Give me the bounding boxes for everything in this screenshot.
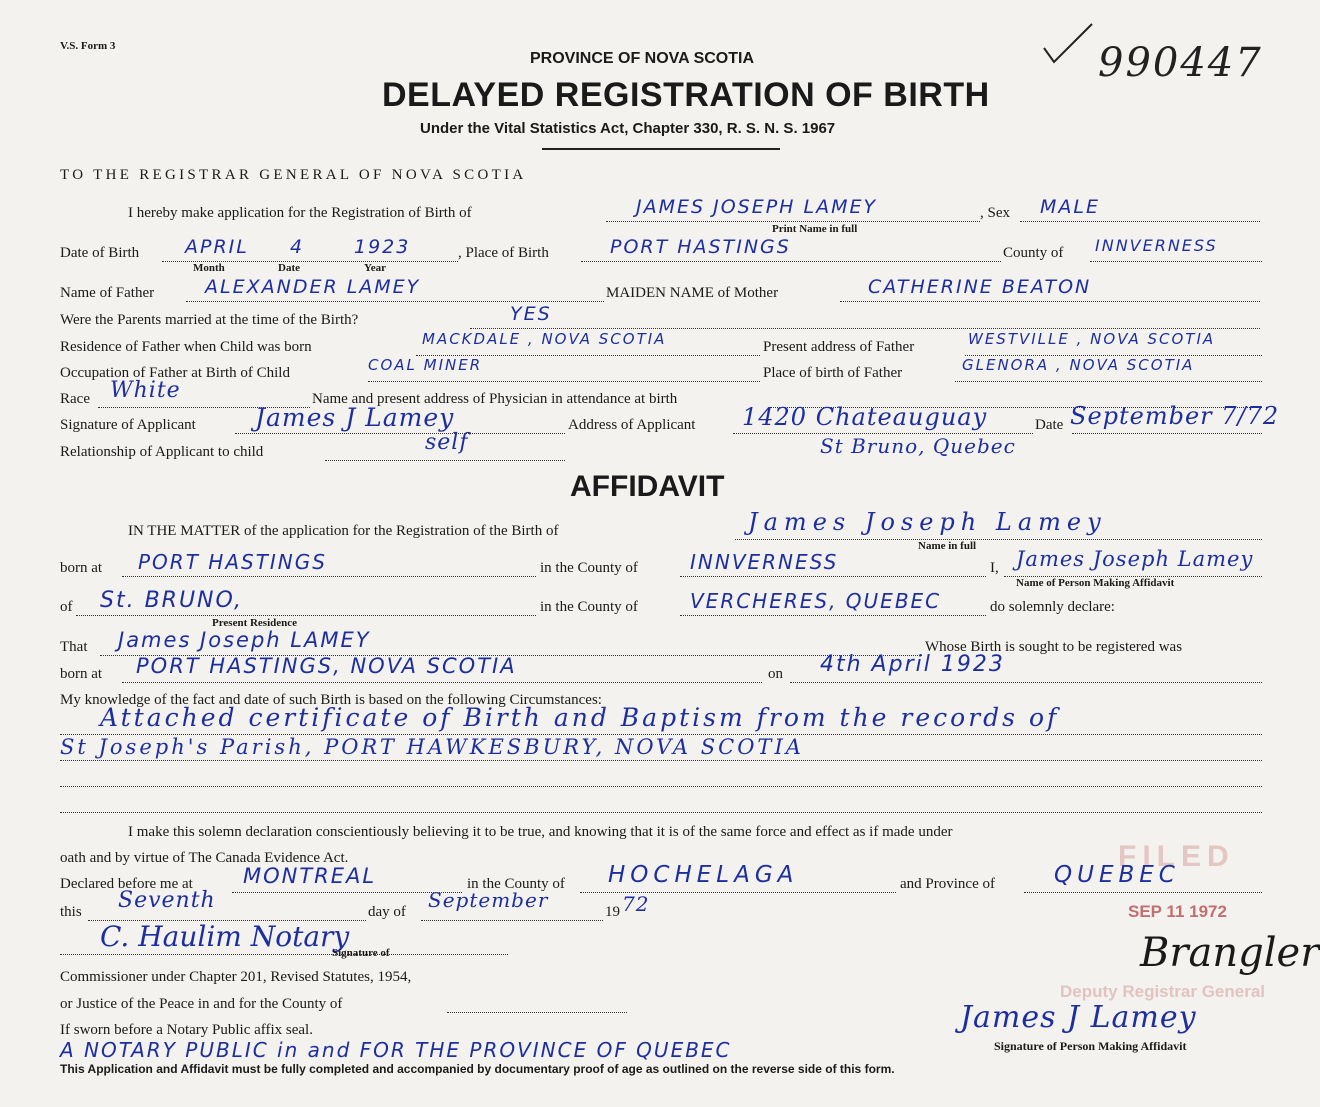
- born-at-value: PORT HASTINGS: [138, 550, 327, 574]
- date-hint: Date: [278, 262, 300, 274]
- month-hint: Month: [193, 262, 225, 274]
- on-date: 4th April 1923: [820, 652, 1005, 677]
- affiant-hint: Name of Person Making Affidavit: [1016, 577, 1175, 589]
- father-present-address: WESTVILLE , NOVA SCOTIA: [968, 330, 1216, 348]
- residence-hint: Present Residence: [212, 617, 298, 629]
- file-number: 990447: [1098, 40, 1263, 86]
- mother-label: MAIDEN NAME of Mother: [606, 285, 779, 301]
- page-title: DELAYED REGISTRATION OF BIRTH: [382, 76, 990, 114]
- father-residence: MACKDALE , NOVA SCOTIA: [422, 330, 667, 348]
- circumstances-line1: Attached certificate of Birth and Baptism from the records of: [100, 703, 1060, 732]
- this-label: this: [60, 904, 82, 920]
- signature-of-label: Signature of: [332, 947, 390, 959]
- father-name: ALEXANDER LAMEY: [205, 276, 421, 298]
- married-value: YES: [510, 303, 552, 325]
- commissioner-label: Commissioner under Chapter 201, Revised Statutes, 1954,: [60, 969, 412, 985]
- declared-label: Declared before me at: [60, 876, 193, 892]
- registrar-signature: Brangler: [1140, 930, 1320, 976]
- checkmark-icon: [1040, 20, 1100, 70]
- mother-name: CATHERINE BEATON: [868, 276, 1092, 298]
- declared-county: HOCHELAGA: [608, 862, 799, 888]
- affiant-name: James Joseph Lamey: [1016, 547, 1254, 571]
- application-label: I hereby make application for the Registration of Birth of: [128, 205, 472, 221]
- father-label: Name of Father: [60, 285, 155, 301]
- footer-note: This Application and Affidavit must be fully completed and accompanied by documentary proof of age as outlined on the reverse side of this form.: [60, 1062, 895, 1076]
- registrar-addressee: TO THE REGISTRAR GENERAL OF NOVA SCOTIA: [60, 167, 527, 183]
- county-value: INNVERNESS: [1095, 236, 1218, 255]
- application-date: September 7/72: [1070, 402, 1280, 430]
- county-of-label: in the County of: [540, 560, 638, 576]
- father-birthplace-label: Place of birth of Father: [763, 365, 903, 381]
- present-address-label: Present address of Father: [763, 339, 915, 355]
- dob-year: 1923: [354, 236, 411, 258]
- matter-label: IN THE MATTER of the application for the Registration of the Birth of: [128, 523, 559, 539]
- year-prefix: 19: [605, 904, 620, 920]
- page-subtitle: Under the Vital Statistics Act, Chapter 330, R. S. N. S. 1967: [420, 120, 836, 137]
- justice-label: or Justice of the Peace in and for the County of: [60, 996, 343, 1012]
- circumstances-line2: St Joseph's Parish, PORT HAWKESBURY, NOVA SCOTIA: [60, 735, 804, 759]
- person-signature-label: Signature of Person Making Affidavit: [994, 1039, 1187, 1053]
- of-label: of: [60, 599, 73, 615]
- matter-name: James Joseph Lamey: [748, 508, 1107, 536]
- person-signature: James J Lamey: [960, 1000, 1197, 1035]
- father-birthplace: GLENORA , NOVA SCOTIA: [962, 356, 1195, 374]
- sex-label: , Sex: [980, 205, 1010, 221]
- born-at-label-2: born at: [60, 666, 103, 682]
- year-hint: Year: [364, 262, 386, 274]
- declare-label: do solemnly declare:: [990, 599, 1115, 615]
- i-label: I,: [990, 560, 999, 576]
- relationship-value: self: [425, 430, 469, 455]
- pob-label: , Place of Birth: [458, 245, 549, 261]
- affiant-residence: St. BRUNO,: [100, 588, 243, 613]
- on-label: on: [768, 666, 783, 682]
- name-in-full-hint: Name in full: [918, 540, 977, 552]
- born-at-value-2: PORT HASTINGS, NOVA SCOTIA: [136, 654, 517, 678]
- applicant-signature-label: Signature of Applicant: [60, 417, 196, 433]
- notary-seal-label: If sworn before a Notary Public affix seal.: [60, 1022, 313, 1038]
- affidavit-county: INNVERNESS: [690, 550, 839, 574]
- dob-month: APRIL: [185, 236, 249, 258]
- county-of-label-3: in the County of: [467, 876, 565, 892]
- relationship-label: Relationship of Applicant to child: [60, 444, 264, 460]
- sex-value: MALE: [1040, 196, 1100, 218]
- print-name-hint: Print Name in full: [772, 223, 858, 235]
- married-label: Were the Parents married at the time of the Birth?: [60, 312, 359, 328]
- county-of-label-2: in the County of: [540, 599, 638, 615]
- applicant-signature: James J Lamey: [255, 403, 455, 432]
- province-heading: PROVINCE OF NOVA SCOTIA: [530, 50, 755, 67]
- filed-date-stamp: SEP 11 1972: [1128, 902, 1227, 921]
- date-label: Date: [1035, 417, 1064, 433]
- dob-label: Date of Birth: [60, 245, 140, 261]
- commissioner-signature: C. Haulim Notary: [100, 920, 350, 953]
- race-label: Race: [60, 391, 90, 407]
- declared-day: Seventh: [118, 888, 216, 913]
- residence-label: Residence of Father when Child was born: [60, 339, 312, 355]
- applicant-address-line2: St Bruno, Quebec: [820, 434, 1016, 458]
- county-label: County of: [1003, 245, 1064, 261]
- applicant-address-label: Address of Applicant: [568, 417, 696, 433]
- affiant-county: VERCHERES, QUEBEC: [690, 589, 942, 613]
- year-suffix: 72: [622, 892, 650, 916]
- form-id: V.S. Form 3: [60, 40, 116, 52]
- applicant-address-line1: 1420 Chateauguay: [742, 403, 988, 431]
- declared-at: MONTREAL: [243, 864, 377, 888]
- affidavit-heading: AFFIDAVIT: [570, 470, 725, 503]
- whose-birth-label: Whose Birth is sought to be registered was: [925, 639, 1183, 655]
- child-name: JAMES JOSEPH LAMEY: [636, 196, 878, 218]
- declared-month: September: [428, 888, 549, 912]
- notary-note: A NOTARY PUBLIC in and FOR THE PROVINCE OF QUEBEC: [60, 1038, 732, 1062]
- physician-label: Name and present address of Physician in attendance at birth: [312, 391, 678, 407]
- father-occupation: COAL MINER: [368, 356, 483, 374]
- dob-day: 4: [290, 236, 305, 258]
- filed-stamp: FILED: [1118, 840, 1235, 873]
- day-of-label: day of: [368, 904, 406, 920]
- declaration-line1: I make this solemn declaration conscientiously believing it to be true, and knowing that it is of the same force and effect as if made under: [128, 824, 953, 840]
- knowledge-label: My knowledge of the fact and date of such Birth is based on the following Circumstances:: [60, 692, 602, 708]
- place-of-birth: PORT HASTINGS: [610, 236, 791, 258]
- that-name: James Joseph LAMEY: [118, 628, 371, 652]
- race-value: White: [110, 378, 181, 403]
- registrar-stamp: Deputy Registrar General: [1060, 982, 1266, 1001]
- province-label: and Province of: [900, 876, 995, 892]
- declared-province: QUEBEC: [1054, 862, 1180, 888]
- declaration-line2: oath and by virtue of The Canada Evidence Act.: [60, 850, 349, 866]
- that-label: That: [60, 639, 88, 655]
- title-underline: [542, 148, 780, 150]
- occupation-label: Occupation of Father at Birth of Child: [60, 365, 290, 381]
- born-at-label: born at: [60, 560, 103, 576]
